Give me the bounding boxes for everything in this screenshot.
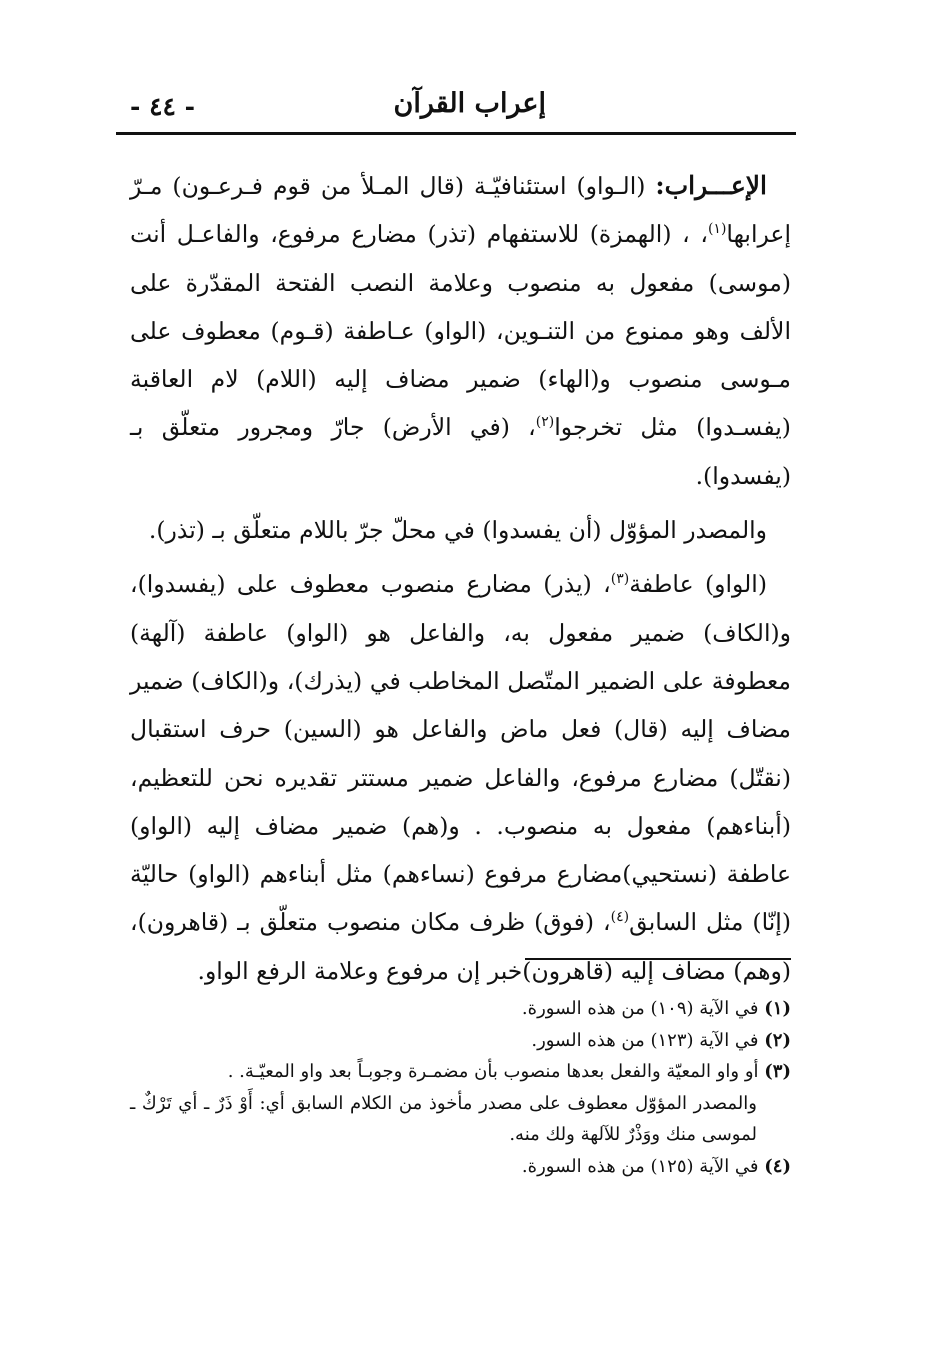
- paragraph-1-text-a: (الـواو) استئنافيّـة (قال المـلأ من قوم فـرعـون) مـرّ إعرابها: [130, 172, 791, 249]
- header-rule: [116, 132, 796, 135]
- footnote-ref-4[interactable]: (٤): [610, 909, 630, 926]
- footnote-number: (٤): [764, 1155, 791, 1177]
- footnote-ref-1[interactable]: (١): [707, 221, 727, 238]
- footnote-ref-2[interactable]: (٢): [535, 414, 555, 431]
- footnote-text: في الآية (١٠٩) من هذه السورة.: [521, 998, 765, 1019]
- footnote-ref-3[interactable]: (٣): [610, 571, 630, 588]
- paragraph-3-text-b: ، (يذر) مضارع منصوب معطوف على (يفسدوا)، و(الكاف) ضمير مفعول به، والفاعل هو (الواو) عاطفة (آلهة) معطوفة على الضمير المتّصل المخاطب في (يذرك)، و(الكاف) ضمير مضاف إليه (قال) فعل ماض والفاعل هو (السين) حرف استقبال (نقتّل) مضارع مرفوع، والفاعل ضمير مستتر تقديره نحن للتعظيم، (أبناءهم) مفعول به منصوب. . و(هم) ضمير مضاف إليه (الواو) عاطفة (نستحيي)مضارع مرفوع (نساءهم) مثل أبناءهم (الواو) حاليّة (إنّا) مثل السابق: [130, 570, 791, 937]
- footnote-number: (١): [764, 998, 791, 1019]
- paragraph-1-text-c: ، (في الأرض) جارّ ومجرور متعلّق بـ (يفسدوا).: [130, 413, 791, 490]
- paragraph-3: [130, 560, 791, 995]
- paragraph-1: [130, 162, 791, 500]
- footnote-text: في الآية (١٢٣) من هذه السور.: [531, 1029, 765, 1051]
- footnote-2: [130, 1025, 791, 1057]
- footnote-text: أو واو المعيّة والفعل بعدها منصوب بأن مضمـرة وجوبـاً بعد واو المعيّـة. .: [227, 1061, 765, 1082]
- footnote-4: [130, 1151, 791, 1183]
- footnotes: [130, 993, 791, 1182]
- footnote-text: في الآية (١٢٥) من هذه السورة.: [521, 1155, 765, 1177]
- running-header: [116, 80, 796, 134]
- paragraph-1-text-b: ، ، (الهمزة) للاستفهام (تذر) مضارع مرفوع، والفاعـل أنت (موسى) مفعول به منصوب وعلامة النصب الفتحة المقدّرة على الألف وهو ممنوع من التنـوين، (الواو) عـاطفة (قـوم) معطوف على مـوسى منصوب و(الهاء) ضمير مضاف إليه (اللام) لام العاقبة (يفسـدوا) مثل تخرجوا: [130, 220, 791, 442]
- paragraph-3-text-c: ، (فوق) ظرف مكان منصوب متعلّق بـ (قاهرون)، (وهم) مضاف إليه (قاهرون)خبر إن مرفوع وعلامة الرفع الواو.: [130, 908, 791, 985]
- footnote-number: (٣): [764, 1061, 791, 1082]
- book-title: إعراب القرآن: [393, 88, 546, 119]
- page-number: - ٤٤ -: [130, 92, 196, 121]
- footnote-3: [130, 1056, 791, 1151]
- footnote-1: [130, 993, 791, 1025]
- irab-label: الإعـــراب:: [655, 171, 767, 200]
- paragraph-2: والمصدر المؤوّل (أن يفسدوا) في محلّ جرّ باللام متعلّق بـ (تذر).: [148, 516, 767, 545]
- footnote-number: (٢): [764, 1029, 791, 1051]
- footnote-continuation: والمصدر المؤوّل معطوف على مصدر مأخوذ من الكلام السابق أي: أَوْ ذَرٌ ـ أي تَرْكٌ ـ لموسى منك ووَذْرٌ للآلهة ولك منه.: [130, 1092, 757, 1145]
- footnote-separator: [525, 958, 791, 960]
- main-text: [130, 162, 791, 995]
- paragraph-3-text-a: (الواو) عاطفة: [629, 570, 767, 599]
